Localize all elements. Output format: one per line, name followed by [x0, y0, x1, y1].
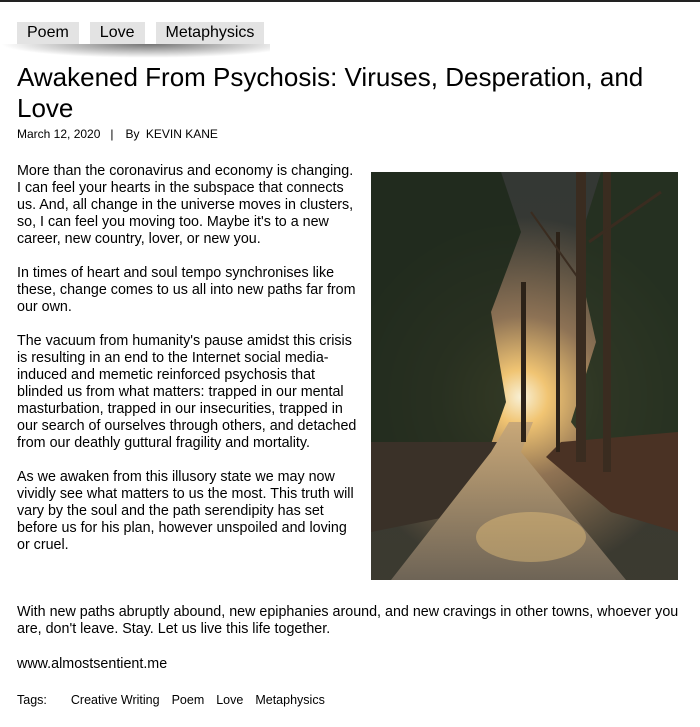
closing-text [17, 604, 692, 655]
category-tabs [17, 22, 264, 44]
paragraph-3: The vacuum from humanity's pause amidst this crisis is resulting in an end to the Internet social media-induced and memetic reinforced psychosis that blinded us from what matters: trapped in our mental masturbation, trapped in our insecurities, trapped in our search of ourselves through others, and detached from our deathly guttural fragility and mortality. [17, 333, 357, 451]
meta-separator: | [110, 127, 114, 141]
tags-label: Tags: [17, 693, 47, 707]
category-tab-love[interactable]: Love [90, 22, 145, 44]
forest-path-image [371, 172, 678, 580]
tag-creative-writing[interactable]: Creative Writing [70, 693, 160, 707]
tags-row [17, 692, 337, 708]
tab-shadow [0, 44, 270, 58]
article-photo [371, 172, 678, 580]
paragraph-1: More than the coronavirus and economy is changing. I can feel your hearts in the subspace that connects us. And, all change in the universe moves in clusters, so, I can feel you moving too. Maybe it's to a new career, new country, lover, or new you. [17, 163, 354, 247]
top-border [0, 0, 700, 2]
article-meta [17, 127, 218, 141]
publish-date: March 12, 2020 [17, 127, 101, 141]
tag-metaphysics[interactable]: Metaphysics [255, 693, 325, 707]
tag-poem[interactable]: Poem [171, 693, 205, 707]
author-name: KEVIN KANE [145, 127, 218, 141]
category-tab-metaphysics[interactable]: Metaphysics [156, 22, 265, 44]
closing-paragraph: With new paths abruptly abound, new epiphanies around, and new cravings in other towns, whoever you are, don't leave. Stay. Let us live this life together. [17, 604, 679, 637]
article-title: Awakened From Psychosis: Viruses, Desperation, and Love [17, 62, 644, 123]
byline-prefix: By [125, 127, 140, 141]
website-link[interactable]: www.almostsentient.me [17, 656, 168, 672]
paragraph-4: As we awaken from this illusory state we may now vividly see what matters to us the most. This truth will vary by the soul and the path serendipity has set before us for his plan, however unspoiled and loving or cruel. [17, 469, 354, 553]
paragraph-2: In times of heart and soul tempo synchronises like these, change comes to us all into new paths far from our own. [17, 265, 356, 315]
tag-love[interactable]: Love [216, 693, 244, 707]
article-body [17, 163, 357, 571]
category-tab-poem[interactable]: Poem [17, 22, 79, 44]
